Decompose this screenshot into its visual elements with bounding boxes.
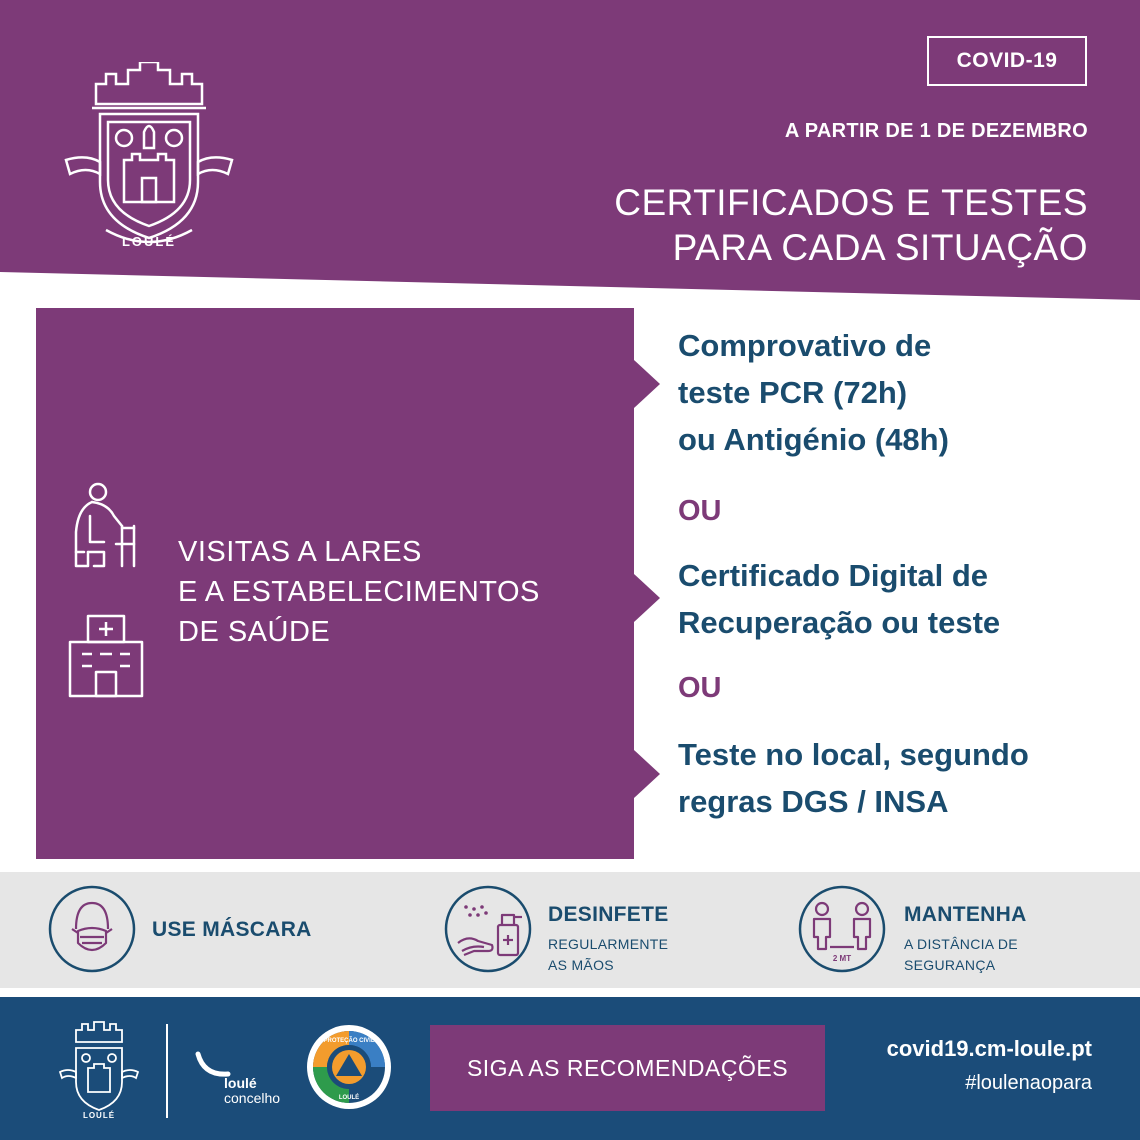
distance-icon xyxy=(798,885,886,973)
distance-icon-text: 2 MT xyxy=(832,954,852,963)
option-line: regras DGS / INSA xyxy=(678,784,949,819)
situation-label xyxy=(178,532,540,652)
distance-label: MANTENHA xyxy=(904,903,1027,926)
cta-follow-recommendations: SIGA AS RECOMENDAÇÕES xyxy=(430,1025,825,1111)
option-on-site-test xyxy=(678,731,1029,825)
sanitizer-icon xyxy=(444,885,532,973)
loule-concelho-logo-text xyxy=(224,1076,280,1106)
crest-label: LOULÉ xyxy=(121,234,177,248)
situation-line-2: E A ESTABELECIMENTOS xyxy=(178,576,540,608)
elderly-person-icon xyxy=(68,482,142,570)
mask-label: USE MÁSCARA xyxy=(152,918,312,941)
arrow-pointer xyxy=(634,360,660,408)
distance-sub-2: SEGURANÇA xyxy=(904,957,996,973)
title-line-2: PARA CADA SITUAÇÃO xyxy=(672,227,1088,268)
mask-icon xyxy=(48,885,136,973)
hashtag: #loulenaopara xyxy=(965,1072,1092,1094)
seal-text-bottom: LOULÉ xyxy=(338,1095,360,1101)
loule-crest-logo xyxy=(56,62,242,248)
footer-crest-label: LOULÉ xyxy=(82,1111,116,1120)
title-line-1: CERTIFICADOS E TESTES xyxy=(614,182,1088,223)
or-separator: OU xyxy=(678,672,722,704)
option-line: Certificado Digital de xyxy=(678,558,989,593)
distance-sub-1: A DISTÂNCIA DE xyxy=(904,936,1018,952)
option-digital-certificate xyxy=(678,552,1000,646)
disinfect-sub xyxy=(548,934,668,976)
hospital-icon xyxy=(66,612,146,698)
disinfect-sub-2: AS MÃOS xyxy=(548,957,614,973)
logo-line-2: concelho xyxy=(224,1090,281,1106)
arrow-pointer xyxy=(634,574,660,622)
situation-line-1: VISITAS A LARES xyxy=(178,536,422,568)
option-pcr-test xyxy=(678,322,949,463)
option-line: Teste no local, segundo xyxy=(678,737,1029,772)
seal-text-top: PROTEÇÃO CIVIL xyxy=(323,1038,375,1044)
option-line: Comprovativo de xyxy=(678,328,932,363)
date-line: A PARTIR DE 1 DE DEZEMBRO xyxy=(784,120,1088,142)
or-separator: OU xyxy=(678,495,722,527)
website-url[interactable]: covid19.cm-loule.pt xyxy=(886,1036,1092,1061)
footer-divider xyxy=(166,1024,168,1118)
loule-crest-small-logo xyxy=(56,1020,142,1120)
disinfect-sub-1: REGULARMENTE xyxy=(548,936,669,952)
arrow-pointer xyxy=(634,750,660,798)
page-title xyxy=(614,180,1088,270)
distance-sub xyxy=(904,934,1018,976)
option-line: teste PCR (72h) xyxy=(678,375,908,410)
protecao-civil-seal-logo xyxy=(306,1024,392,1110)
option-line: ou Antigénio (48h) xyxy=(678,422,949,457)
situation-line-3: DE SAÚDE xyxy=(178,616,331,648)
disinfect-label: DESINFETE xyxy=(548,903,669,926)
logo-line-1: loulé xyxy=(224,1075,257,1091)
covid-badge: COVID-19 xyxy=(927,36,1087,86)
option-line: Recuperação ou teste xyxy=(678,605,1001,640)
